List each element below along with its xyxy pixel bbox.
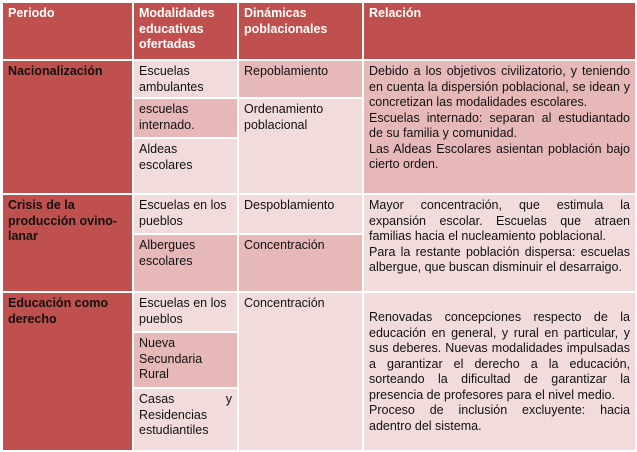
relation-cell — [363, 292, 636, 451]
relation-paragraph: Para la restante población dispersa: escuelas albergue, que buscan disminuir el desarraigo. — [369, 244, 630, 274]
header-period: Periodo — [2, 2, 133, 60]
header-modalities: Modalidades educativas ofertadas — [133, 2, 238, 60]
header-row — [2, 2, 636, 60]
period-cell: Educación como derecho — [2, 292, 133, 451]
relation-paragraph: Escuelas internado: separan al estudiantado de su familia y comunidad. — [369, 110, 630, 140]
relation-cell — [363, 194, 636, 292]
table-row — [2, 292, 636, 332]
modality-cell: Escuelas en los pueblos — [133, 194, 238, 234]
modality-cell: Albergues escolares — [133, 234, 238, 292]
table-row — [2, 194, 636, 234]
modality-cell: Escuelas en los pueblos — [133, 292, 238, 332]
dynamics-cell: Despoblamiento — [238, 194, 363, 234]
dynamics-cell: Ordenamiento poblacional — [238, 98, 363, 194]
relation-paragraph: Las Aldeas Escolares asientan población bajo cierto orden. — [369, 141, 630, 171]
relation-cell — [363, 60, 636, 194]
modality-cell: Casas y Residencias estudiantiles — [133, 388, 238, 451]
dynamics-cell: Concentración — [238, 292, 363, 451]
table-row — [2, 60, 636, 98]
relation-paragraph: Renovadas concepciones respecto de la educación en general, y rural en particular, y sus deberes. Nuevas modalidades impulsadas a garantizar el derecho a la educación, sorteando la dificultad de garantizar la presencia de profesores para el nivel medio. — [369, 310, 630, 402]
header-relation: Relación — [363, 2, 636, 60]
relation-paragraph: Debido a los objetivos civilizatorio, y teniendo en cuenta la dispersión poblacional, se idean y concretizan las modalidades escolares. — [369, 64, 630, 109]
dynamics-cell: Concentración — [238, 234, 363, 292]
relation-paragraph: Mayor concentración, que estimula la expansión escolar. Escuelas que atraen familias hacia el nucleamiento poblacional. — [369, 198, 630, 243]
period-cell: Crisis de la producción ovino-lanar — [2, 194, 133, 292]
relation-paragraph: Proceso de inclusión excluyente: hacia adentro del sistema. — [369, 403, 630, 433]
modality-cell: Escuelas ambulantes — [133, 60, 238, 98]
dynamics-cell: Repoblamiento — [238, 60, 363, 98]
modality-cell: Aldeas escolares — [133, 138, 238, 194]
periods-table — [1, 1, 637, 452]
header-dynamics: Dinámicas poblacionales — [238, 2, 363, 60]
modality-cell: Nueva Secundaria Rural — [133, 332, 238, 388]
period-cell: Nacionalización — [2, 60, 133, 194]
modality-cell: escuelas internado. — [133, 98, 238, 138]
